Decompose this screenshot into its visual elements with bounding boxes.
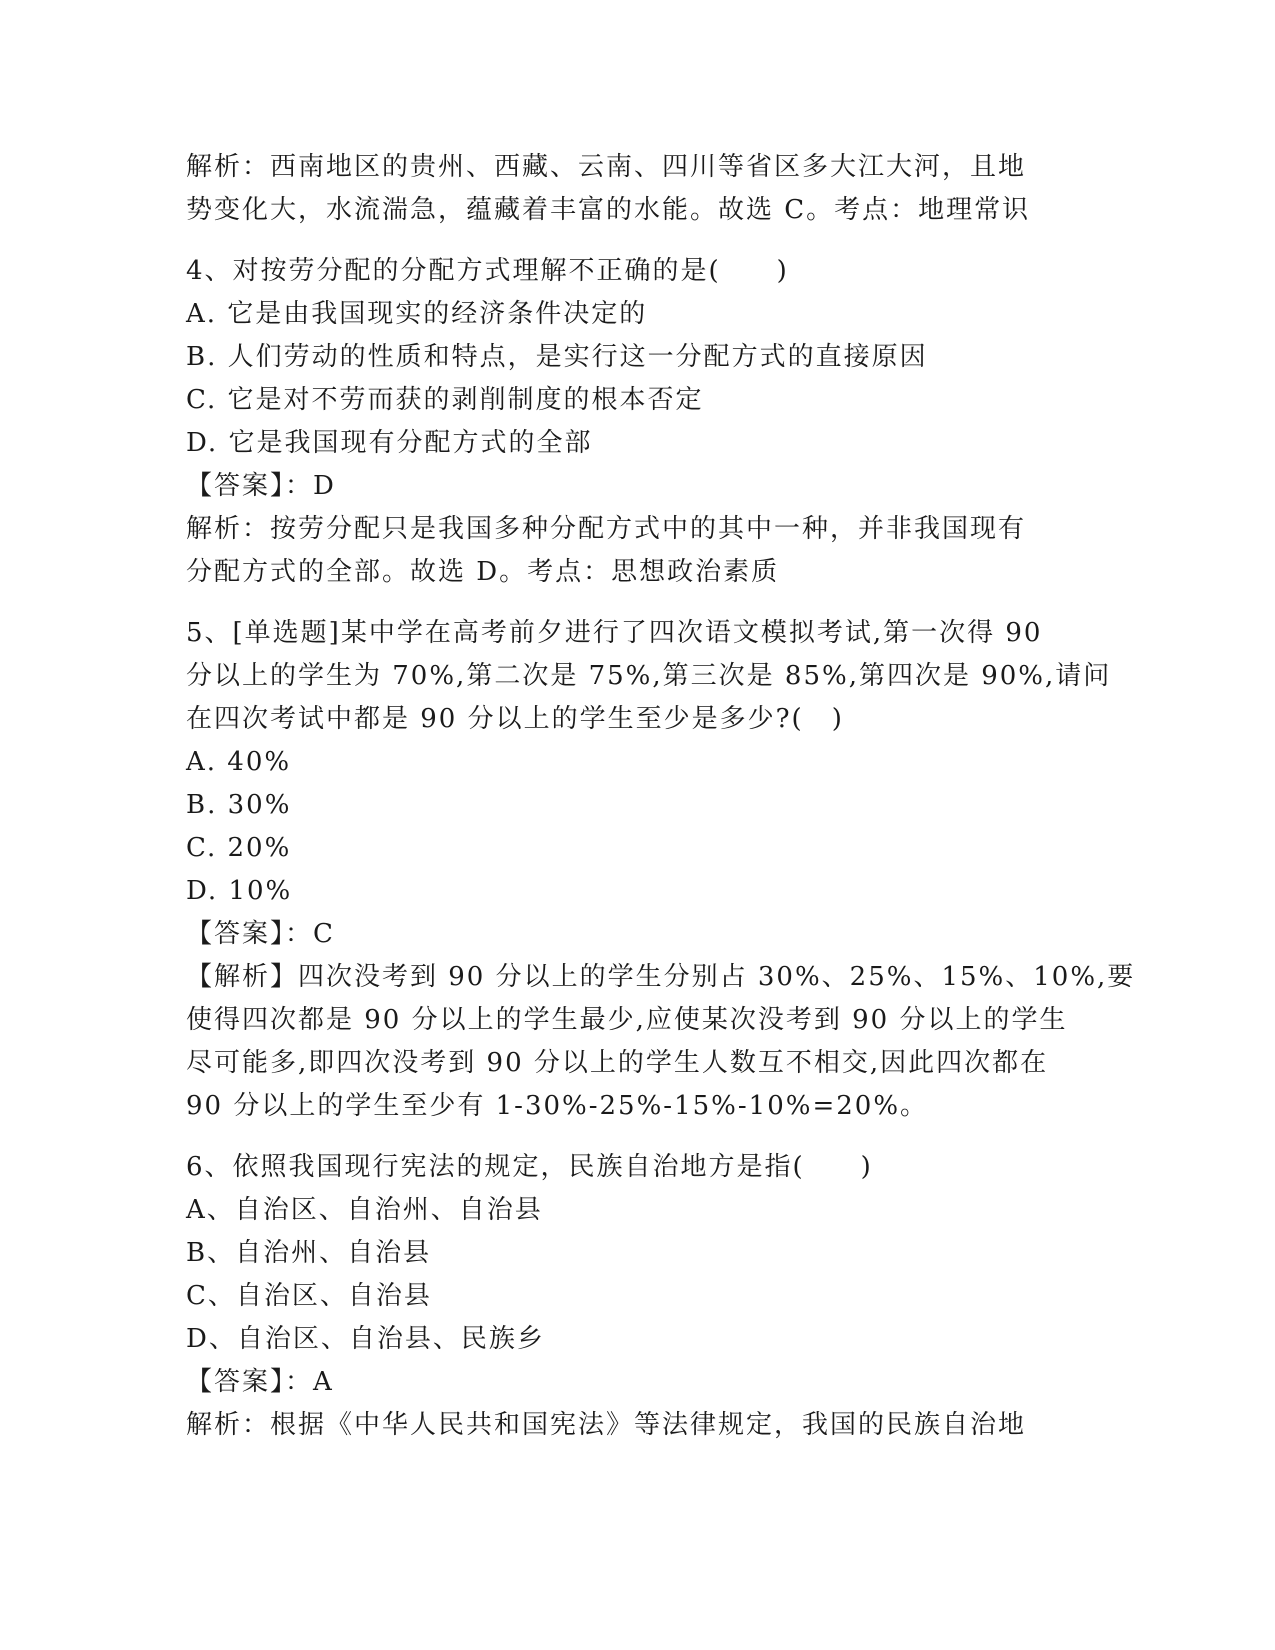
- option-d: D. 10%: [186, 876, 293, 906]
- option-a: A. 它是由我国现实的经济条件决定的: [186, 299, 648, 329]
- question-stem: 分以上的学生为 70%,第二次是 75%,第三次是 85%,第四次是 90%,请问: [186, 661, 1112, 691]
- question-6: [186, 1146, 1086, 1447]
- option-b: B. 人们劳动的性质和特点，是实行这一分配方式的直接原因: [186, 342, 928, 372]
- analysis-line: 解析：西南地区的贵州、西藏、云南、四川等省区多大江大河，且地: [186, 152, 1027, 182]
- analysis-line: 90 分以上的学生至少有 1-30%-25%-15%-10%=20%。: [186, 1091, 929, 1121]
- document-page: [186, 146, 1136, 1447]
- question-stem: 4、对按劳分配的分配方式理解不正确的是( ): [186, 256, 789, 286]
- option-a: A、自治区、自治州、自治县: [186, 1195, 543, 1225]
- analysis-line: 尽可能多,即四次没考到 90 分以上的学生人数互不相交,因此四次都在: [186, 1048, 1049, 1078]
- analysis-line: 势变化大，水流湍急，蕴藏着丰富的水能。故选 C。考点：地理常识: [186, 195, 1031, 225]
- question-stem: 6、依照我国现行宪法的规定，民族自治地方是指( ): [186, 1152, 873, 1182]
- answer-line: 【答案】：C: [186, 919, 335, 949]
- analysis-line: 【解析】四次没考到 90 分以上的学生分别占 30%、25%、15%、10%,要: [186, 962, 1136, 992]
- q3-analysis: [186, 146, 1086, 232]
- analysis-line: 分配方式的全部。故选 D。考点：思想政治素质: [186, 557, 780, 587]
- option-c: C. 20%: [186, 833, 292, 863]
- analysis-line: 使得四次都是 90 分以上的学生最少,应使某次没考到 90 分以上的学生: [186, 1005, 1068, 1035]
- question-stem: 在四次考试中都是 90 分以上的学生至少是多少?( ): [186, 704, 844, 734]
- option-d: D、自治区、自治县、民族乡: [186, 1324, 545, 1354]
- option-d: D. 它是我国现有分配方式的全部: [186, 428, 593, 458]
- question-5: [186, 612, 1136, 1128]
- answer-line: 【答案】：D: [186, 471, 336, 501]
- option-a: A. 40%: [186, 747, 292, 777]
- question-4: [186, 250, 1086, 594]
- question-stem: 5、[单选题]某中学在高考前夕进行了四次语文模拟考试,第一次得 90: [186, 618, 1043, 648]
- answer-line: 【答案】：A: [186, 1367, 334, 1397]
- analysis-line: 解析：根据《中华人民共和国宪法》等法律规定，我国的民族自治地: [186, 1410, 1027, 1440]
- option-c: C、自治区、自治县: [186, 1281, 432, 1311]
- option-b: B. 30%: [186, 790, 292, 820]
- option-c: C. 它是对不劳而获的剥削制度的根本否定: [186, 385, 704, 415]
- option-b: B、自治州、自治县: [186, 1238, 432, 1268]
- analysis-line: 解析：按劳分配只是我国多种分配方式中的其中一种，并非我国现有: [186, 514, 1027, 544]
